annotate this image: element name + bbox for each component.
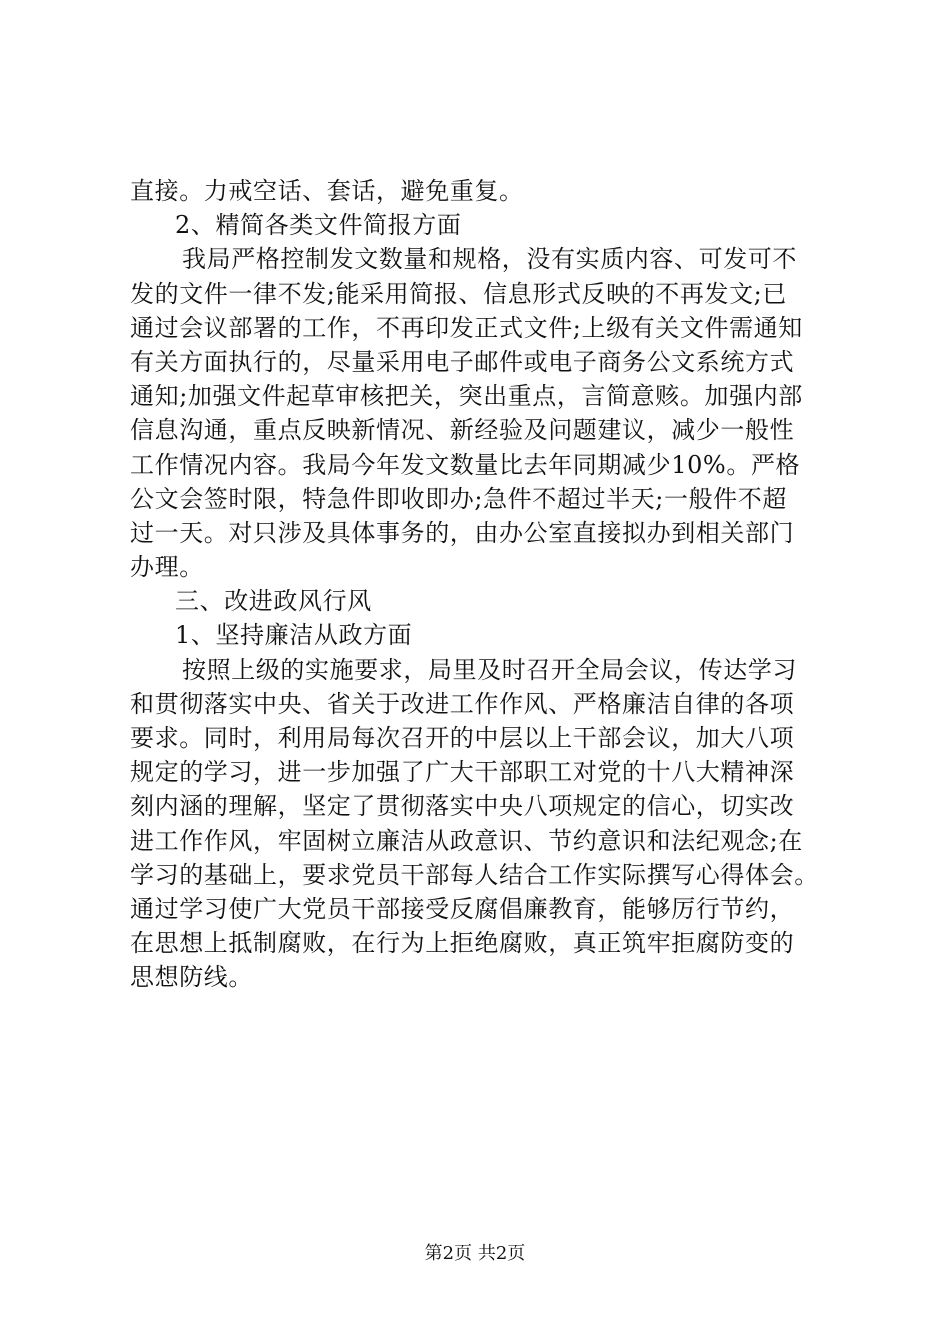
document-body — [130, 174, 830, 995]
text-line: 规定的学习，进一步加强了广大干部职工对党的十八大精神深 — [130, 758, 795, 787]
page-number-footer: 第2页 共2页 — [424, 1243, 526, 1264]
text-line: 公文会签时限，特急件即收即办;急件不超过半天;一般件不超 — [130, 484, 787, 513]
text-line: 发的文件一律不发;能采用简报、信息形式反映的不再发文;已 — [130, 279, 787, 308]
text-line: 在思想上抵制腐败，在行为上拒绝腐败，真正筑牢拒腐防变的 — [130, 929, 795, 958]
text-line: 过一天。对只涉及具体事务的，由办公室直接拟办到相关部门 — [130, 518, 795, 547]
text-line: 有关方面执行的，尽量采用电子邮件或电子商务公文系统方式 — [130, 347, 795, 376]
section-heading: 三、改进政风行风 — [175, 587, 372, 616]
text-line: 思想防线。 — [130, 963, 253, 992]
text-line: 进工作作风，牢固树立廉洁从政意识、节约意识和法纪观念;在 — [130, 826, 803, 855]
text-line: 工作情况内容。我局今年发文数量比去年同期减少10%。严格 — [130, 450, 801, 479]
text-line: 我局严格控制发文数量和规格，没有实质内容、可发可不 — [182, 245, 797, 274]
text-line: 要求。同时，利用局每次召开的中层以上干部会议，加大八项 — [130, 724, 795, 752]
text-line: 和贯彻落实中央、省关于改进工作作风、严格廉洁自律的各项 — [130, 689, 795, 718]
text-line: 直接。力戒空话、套话，避免重复。 — [130, 177, 524, 205]
text-line: 信息沟通，重点反映新情况、新经验及问题建议，减少一般性 — [130, 416, 795, 445]
text-line: 学习的基础上，要求党员干部每人结合工作实际撰写心得体会。 — [130, 860, 819, 889]
text-line: 通过会议部署的工作，不再印发正式文件;上级有关文件需通知 — [130, 313, 803, 342]
text-line: 通知;加强文件起草审核把关，突出重点，言简意赅。加强内部 — [130, 382, 803, 411]
text-line: 刻内涵的理解，坚定了贯彻落实中央八项规定的信心，切实改 — [130, 792, 795, 821]
text-line: 通过学习使广大党员干部接受反腐倡廉教育，能够厉行节约， — [130, 894, 795, 923]
text-line: 按照上级的实施要求，局里及时召开全局会议，传达学习 — [182, 655, 797, 684]
text-line: 办理。 — [130, 553, 204, 582]
section-subheading: 2、精简各类文件简报方面 — [175, 211, 462, 240]
section-subheading: 1、坚持廉洁从政方面 — [175, 621, 413, 650]
